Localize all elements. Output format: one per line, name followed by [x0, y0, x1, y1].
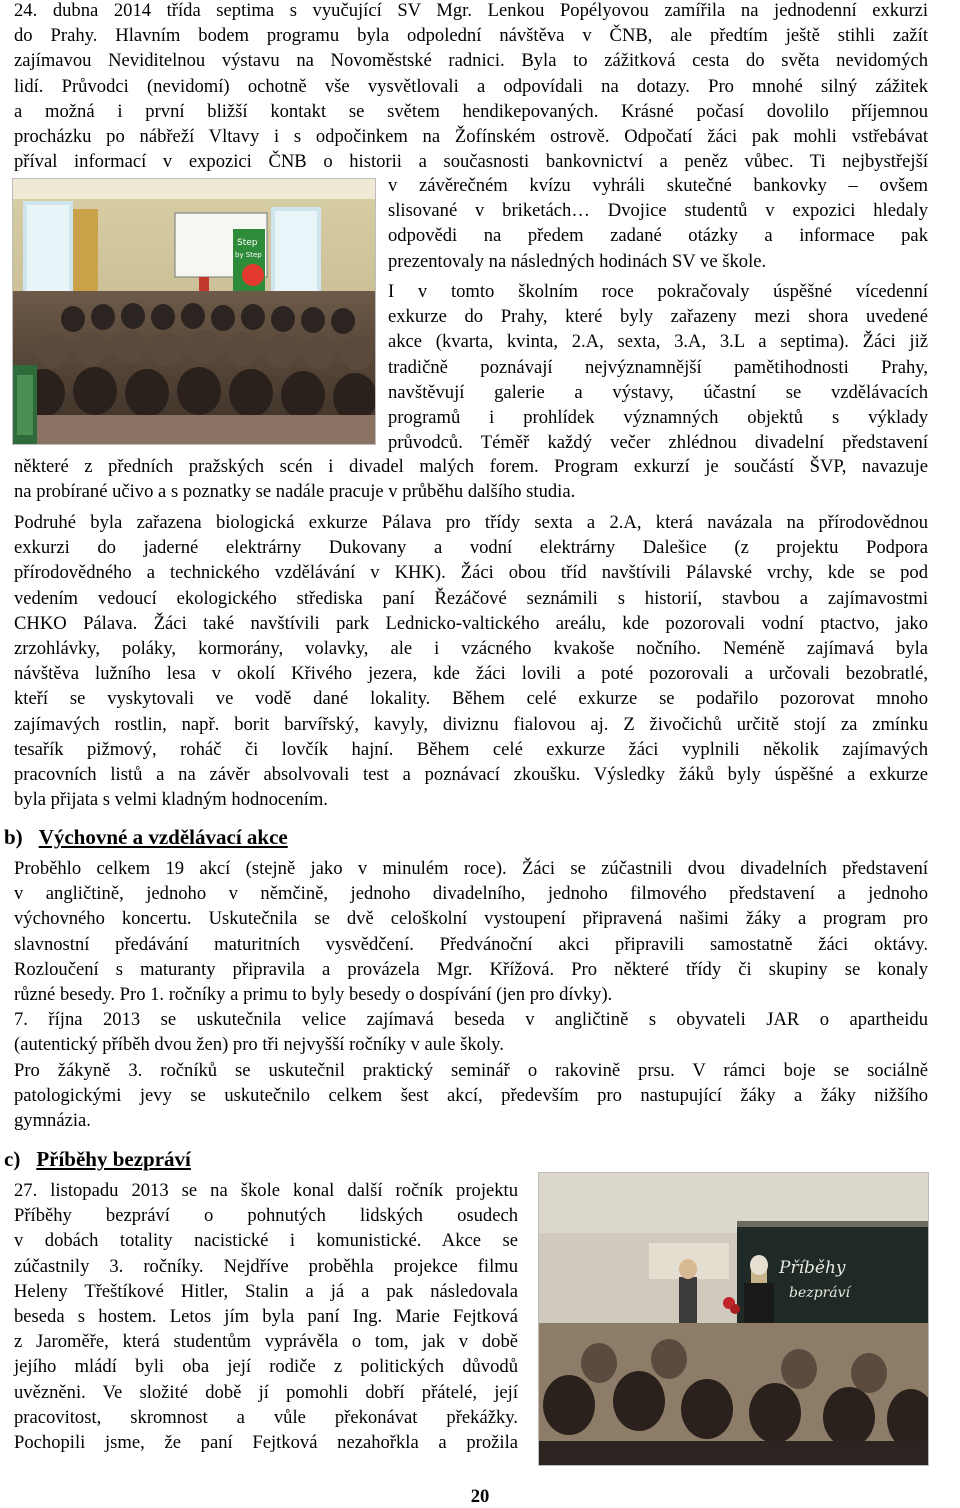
- text-line: uvězněni. Ve složité době jí pomohli dobří přátelé, její: [14, 1381, 518, 1403]
- text-line: zajímavých rostlin, např. borit barvířský, kavyly, diviznu fialovou aj. Z živočichů určitě stojí za zmínku: [14, 713, 928, 735]
- text-line: vedením vedoucí ekologického střediska paní Řezáčové seznámili s historií, stavbou a zajímavostmi: [14, 587, 928, 609]
- text-line: slisované v briketách… Dvojice studentů v expozici hledaly: [388, 200, 928, 222]
- section-b-heading: [4, 824, 288, 850]
- intro-after-text: [14, 454, 928, 504]
- text-line: tradičně poznávají nejvýznamnější pamětihodnosti Prahy,: [388, 356, 928, 378]
- text-line: 24. dubna 2014 třída septima s vyučující SV Mgr. Lenkou Popélyovou zamířila na jednodenní exkurzi: [14, 0, 928, 21]
- text-line: průvodců. Téměř každý večer zhlédnou divadelní představení: [388, 432, 928, 454]
- text-line: prezentovaly na následných hodinách SV ve škole.: [388, 250, 767, 272]
- text-line: Podruhé byla zařazena biologická exkurze Pálava pro třídy sexta a 2.A, která navázala na přírodovědnou: [14, 512, 928, 533]
- text-line: pracovitost, skromnost a vůle překonávat překážky.: [14, 1406, 518, 1428]
- lecture-hall-image: [13, 179, 375, 444]
- banner-text: Step: [237, 238, 258, 248]
- text-line: exkurze do Prahy, které byly zařazeny mezi shora uvedené: [388, 306, 928, 328]
- text-line: pracovních listů a na závěr absolvovali test a poznávací zkoušku. Výsledky žáků byly úspěšné a exkurze: [14, 764, 928, 786]
- intro-side-text-1: [388, 173, 928, 274]
- text-line: exkurzi do jaderné elektrárny Dukovany a vodní elektrárny Dalešice (z projektu Podpora: [14, 537, 928, 559]
- text-line: z Jaroměře, která studentům vyprávěla o tom, jak v době: [14, 1331, 518, 1353]
- text-line: odpovědi na předem zadané otázky a informace pak: [388, 225, 928, 247]
- text-line: kteří se vyskytovali ve vodě dané lokality. Během celé exkurze se podařilo pozorovat mnoho: [14, 688, 928, 710]
- text-line: tesařík pižmový, roháč či lovčík hajní. Během celé exkurze žáci vyplnili několik zajímavých: [14, 738, 928, 760]
- text-line: některé z předních pražských scén i divadel malých forem. Program exkurzí je součástí ŠVP, navazuje: [14, 456, 928, 477]
- board-text: bezpráví: [789, 1285, 851, 1301]
- section-letter: b): [4, 825, 23, 849]
- text-line: na probírané učivo a s poznatky se nadále pracuje v průběhu dalšího studia.: [14, 481, 576, 503]
- text-line: Heleny Třeštíkové Hitler, Stalin a já a pak následovala: [14, 1280, 518, 1302]
- text-line: CHKO Pálava. Žáci také navštívili park Lednicko-valtického areálu, kde pozorovali vodní ptactvo, jako: [14, 612, 928, 634]
- text-line: v dobách totality nacistické i komunistické. Akce se: [14, 1230, 518, 1252]
- classroom-photo: [538, 1172, 929, 1466]
- banner-text: by Step: [235, 251, 262, 259]
- lecture-hall-photo: [12, 178, 376, 445]
- board-text: Příběhy: [779, 1258, 846, 1278]
- text-line: příval informací v expozici ČNB o historii a současnosti bankovnictví a peněz vůbec. Ti nejbystřejší: [14, 151, 928, 173]
- text-line: beseda s hostem. Letos jím byla paní Ing. Marie Fejtková: [14, 1306, 518, 1328]
- text-line: Rozloučení s maturanty připravila a provázela Mgr. Křížová. Pro některé třídy či skupiny se konaly: [14, 958, 928, 980]
- text-line: akce (kvarta, kvinta, 2.A, sexta, 3.A, 3.L a septima). Žáci již: [388, 331, 928, 353]
- text-line: I v tomto školním roce pokračovaly úspěšné vícedenní: [388, 281, 928, 302]
- text-line: Pochopili jsme, že paní Fejtková nezahořkla a prožila: [14, 1432, 518, 1454]
- text-line: (autentický příběh dvou žen) pro tři nejvyšší ročníky v aule školy.: [14, 1034, 504, 1056]
- intro-side-text-2: [388, 279, 928, 455]
- text-line: navštěvují galerie a výstavy, účastní se vzdělávacích: [388, 381, 928, 403]
- text-line: v závěrečném kvízu vyhráli skutečné bankovky – ovšem: [388, 175, 928, 196]
- text-line: slavnostní předávání maturitních vysvědčení. Předvánoční akci připravili samostatně žáci oktávy.: [14, 933, 928, 955]
- text-line: programů i prohlídek významných objektů s výklady: [388, 407, 928, 429]
- text-line: návštěva lužního lesa v okolí Křivého jezera, kde žáci lovili a poté pozorovali a určovali bezobratlé,: [14, 663, 928, 685]
- section-c-paragraph: [14, 1178, 518, 1455]
- text-line: výchovného koncertu. Uskutečnila se dvě celoškolní vystoupení připravená našimi žáky a program pro: [14, 908, 928, 930]
- text-line: zrzohlávky, poláky, kormorány, volavky, ale i vzácného kvakoše nočního. Neméně zajímavá byla: [14, 638, 928, 660]
- text-line: gymnázia.: [14, 1110, 91, 1132]
- intro-paragraph: [14, 0, 928, 174]
- text-line: do Prahy. Hlavním bodem programu byla odpolední návštěva v ČNB, ale předtím ještě stihli zažít: [14, 25, 928, 47]
- text-line: a možná i první bližší kontakt se světem hendikepovaných. Krásné počasí dovolilo příjemnou: [14, 100, 928, 122]
- text-line: lidí. Průvodci (nevidomí) ochotně vše vysvětlovali a odpovídali na dotazy. Pro mnohé silný zážitek: [14, 75, 928, 97]
- section-title: Výchovné a vzdělávací akce: [38, 825, 288, 849]
- text-line: Proběhlo celkem 19 akcí (stejně jako v minulém roce). Žáci se zúčastnili dvou divadelních představení: [14, 858, 928, 879]
- palava-paragraph: [14, 510, 928, 812]
- classroom-image: [539, 1173, 928, 1465]
- text-line: Pro žákyně 3. ročníků se uskutečnil praktický seminář o rakovině prsu. V rámci boje se sociálně: [14, 1059, 928, 1081]
- page-number: 20: [470, 1486, 490, 1507]
- text-line: procházku po nábřeží Vltavy i s odpočinkem na Žofínském ostrově. Odpočatí žáci pak mohli vstřebávat: [14, 126, 928, 148]
- text-line: byla přijata s velmi kladným hodnocením.: [14, 789, 328, 811]
- text-line: přírodovědného a technického vzdělávání v KHK). Žáci obou tříd navštívili Pálavské vrchy, kde se pod: [14, 562, 928, 584]
- text-line: různé besedy. Pro 1. ročníky a primu to byly besedy o dospívání (jen pro dívky).: [14, 984, 613, 1006]
- section-letter: c): [4, 1147, 21, 1171]
- text-line: 27. listopadu 2013 se na škole konal další ročník projektu: [14, 1180, 518, 1201]
- text-line: v angličtině, jednoho v němčině, jednoho divadelního, jednoho filmového představení a jednoho: [14, 883, 928, 905]
- text-line: Příběhy bezpráví o pohnutých lidských osudech: [14, 1205, 518, 1227]
- text-line: zajímavou Neviditelnou výstavu na Novoměstské radnici. Byla to zážitková cesta do světa nevidomých: [14, 50, 928, 72]
- text-line: jejího mládí byli oba její rodiče z politických důvodů: [14, 1356, 518, 1378]
- text-line: patologickými jevy se uskutečnilo celkem šest akcí, především pro nastupující žáky a žáky nižšího: [14, 1084, 928, 1106]
- section-b-paragraph: [14, 856, 928, 1133]
- text-line: 7. října 2013 se uskutečnila velice zajímavá beseda v angličtině s obyvateli JAR o apartheidu: [14, 1009, 928, 1031]
- section-c-heading: [4, 1146, 191, 1172]
- text-line: zúčastnily 3. ročníky. Nejdříve proběhla projekce filmu: [14, 1255, 518, 1277]
- section-title: Příběhy bezpráví: [36, 1147, 191, 1171]
